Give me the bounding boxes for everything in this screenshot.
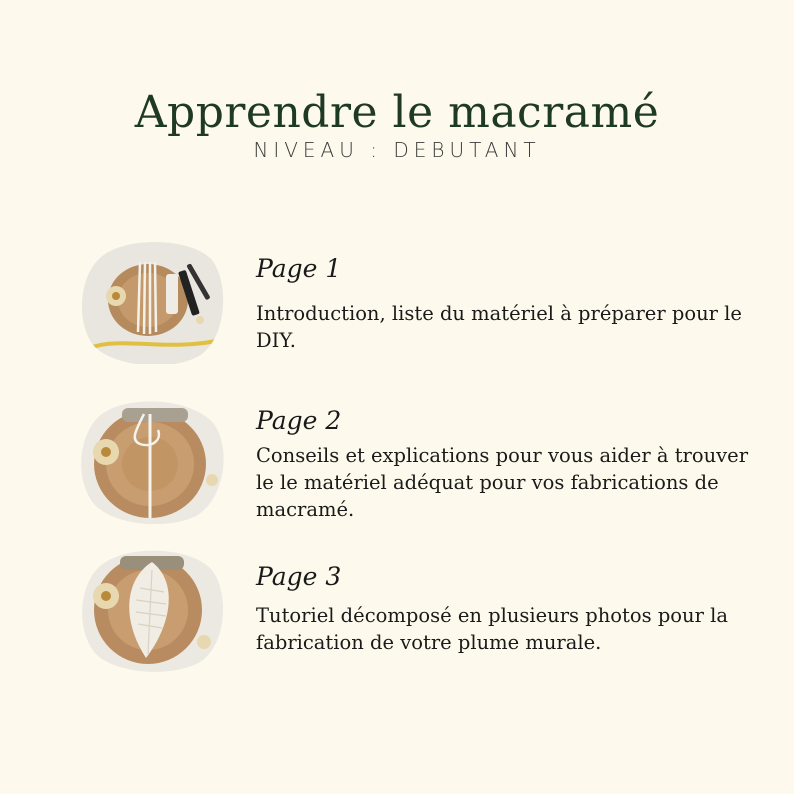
section-description: Introduction, liste du matériel à préparer pour le DIY. <box>256 302 742 352</box>
section-description: Conseils et explications pour vous aider à trouver le le matériel adéquat pour vos fabrications de macramé. <box>256 444 749 521</box>
section-description: Tutoriel décomposé en plusieurs photos pour la fabrication de votre plume murale. <box>256 604 728 654</box>
page-title: Apprendre le macramé <box>134 87 660 139</box>
section-label: Page 3 <box>256 562 342 591</box>
macrame-cord-on-wood-photo <box>80 400 224 524</box>
level-subtitle: NIVEAU : DEBUTANT <box>253 138 541 162</box>
macrame-feather-photo <box>80 548 224 672</box>
section-page-2 <box>0 400 794 540</box>
section-label: Page 1 <box>256 254 342 283</box>
macrame-materials-photo <box>80 240 224 364</box>
section-page-1 <box>0 240 794 380</box>
section-label: Page 2 <box>256 406 342 435</box>
section-page-3 <box>0 548 794 688</box>
